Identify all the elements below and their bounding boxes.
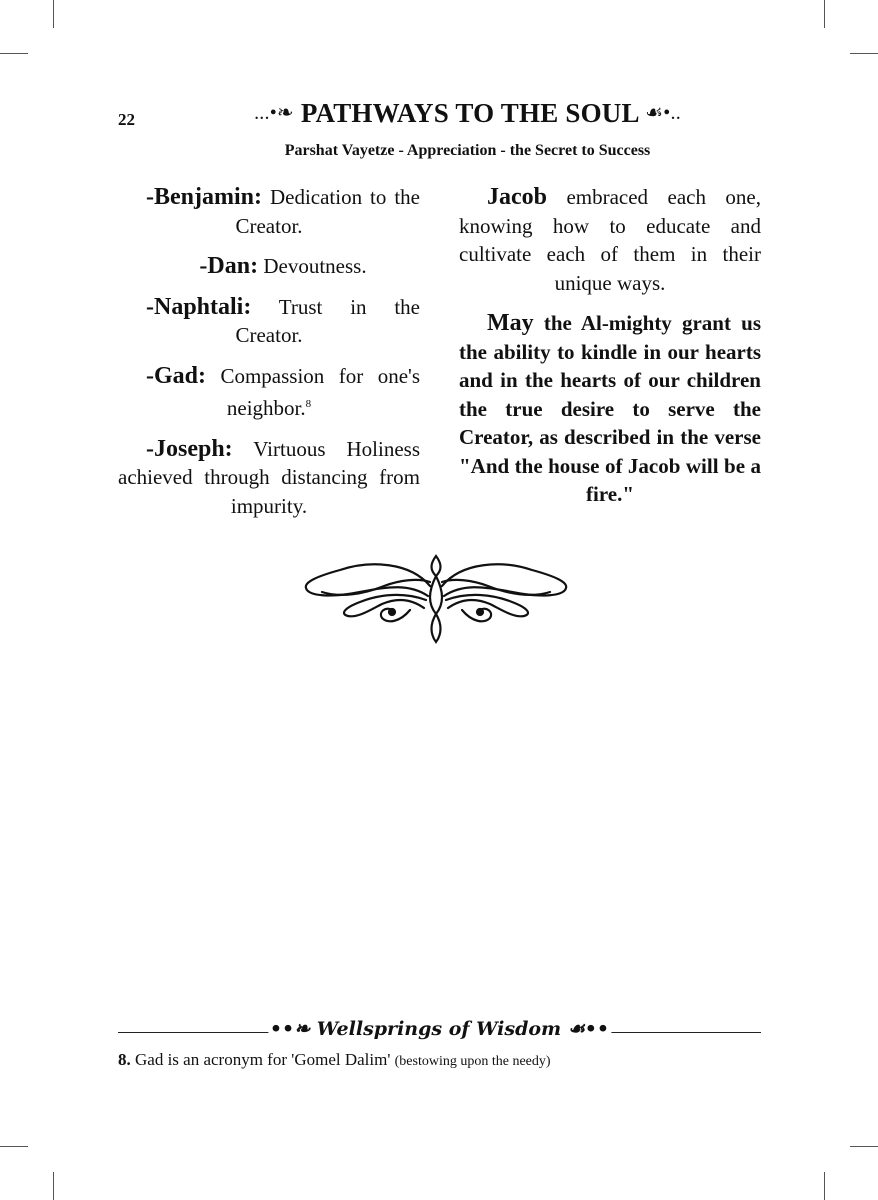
page-number: 22 (118, 110, 135, 129)
paragraph: -Naphtali: Trust in the Creator. (146, 293, 420, 347)
footer-label (268, 1018, 611, 1040)
ornament-left-icon: ••❧ (269, 1018, 311, 1040)
paragraph: -Dan: Devoutness. (199, 253, 367, 279)
crop-mark (850, 1146, 878, 1147)
term: -Gad: (146, 362, 206, 389)
footnote-number: 8. (118, 1050, 131, 1069)
right-column (459, 183, 761, 521)
lead-word: May (487, 310, 534, 336)
term: -Dan: (199, 253, 259, 279)
crop-mark (53, 0, 54, 28)
blessing-paragraph: May the Al-mighty grant us the ability to kindle in our hearts and in the hearts of our children the true desire to serve the Creator, as described in the verse "And the house of Jacob will be a fire." (459, 310, 761, 506)
term: -Joseph: (146, 435, 233, 462)
book-title: PATHWAYS TO THE SOUL (300, 98, 639, 128)
footnote-reference: 8 (305, 398, 312, 410)
footnote-text: Gad is an acronym for 'Gomel Dalim' (130, 1050, 395, 1069)
running-header (118, 98, 761, 134)
running-title (174, 98, 761, 129)
crop-mark (824, 0, 825, 28)
paragraph: Jacob embraced each one, knowing how to educate and cultivate each of them in their unique ways. (459, 184, 761, 295)
paragraph: -Gad: Compassion for one's neighbor.$^8$ (146, 362, 420, 420)
crop-mark (850, 53, 878, 54)
crop-mark (824, 1172, 825, 1200)
crop-mark (53, 1172, 54, 1200)
crop-mark (0, 1146, 28, 1147)
term: -Naphtali: (146, 293, 252, 320)
footer-bar (118, 1018, 761, 1048)
paragraph: -Joseph: Virtuous Holiness achieved through distancing from impurity. (118, 435, 420, 518)
ornament-right-icon: ☙•.. (645, 102, 681, 124)
chapter-subtitle: Parshat Vayetze - Appreciation - the Secret to Success (284, 142, 651, 159)
flourish-divider-icon (300, 552, 572, 644)
term: -Benjamin: (146, 184, 262, 210)
paragraph: -Benjamin: Dedication to the Creator. (146, 184, 420, 238)
left-column (118, 183, 420, 532)
book-series-title: Wellsprings of Wisdom (316, 1018, 562, 1040)
crop-mark (0, 53, 28, 54)
footnote-gloss: (bestowing upon the needy) (394, 1054, 551, 1069)
ornament-left-icon: ...•❧ (254, 102, 294, 124)
lead-word: Jacob (487, 184, 547, 210)
ornament-right-icon: ☙•• (567, 1018, 610, 1040)
footnote (118, 1050, 761, 1070)
